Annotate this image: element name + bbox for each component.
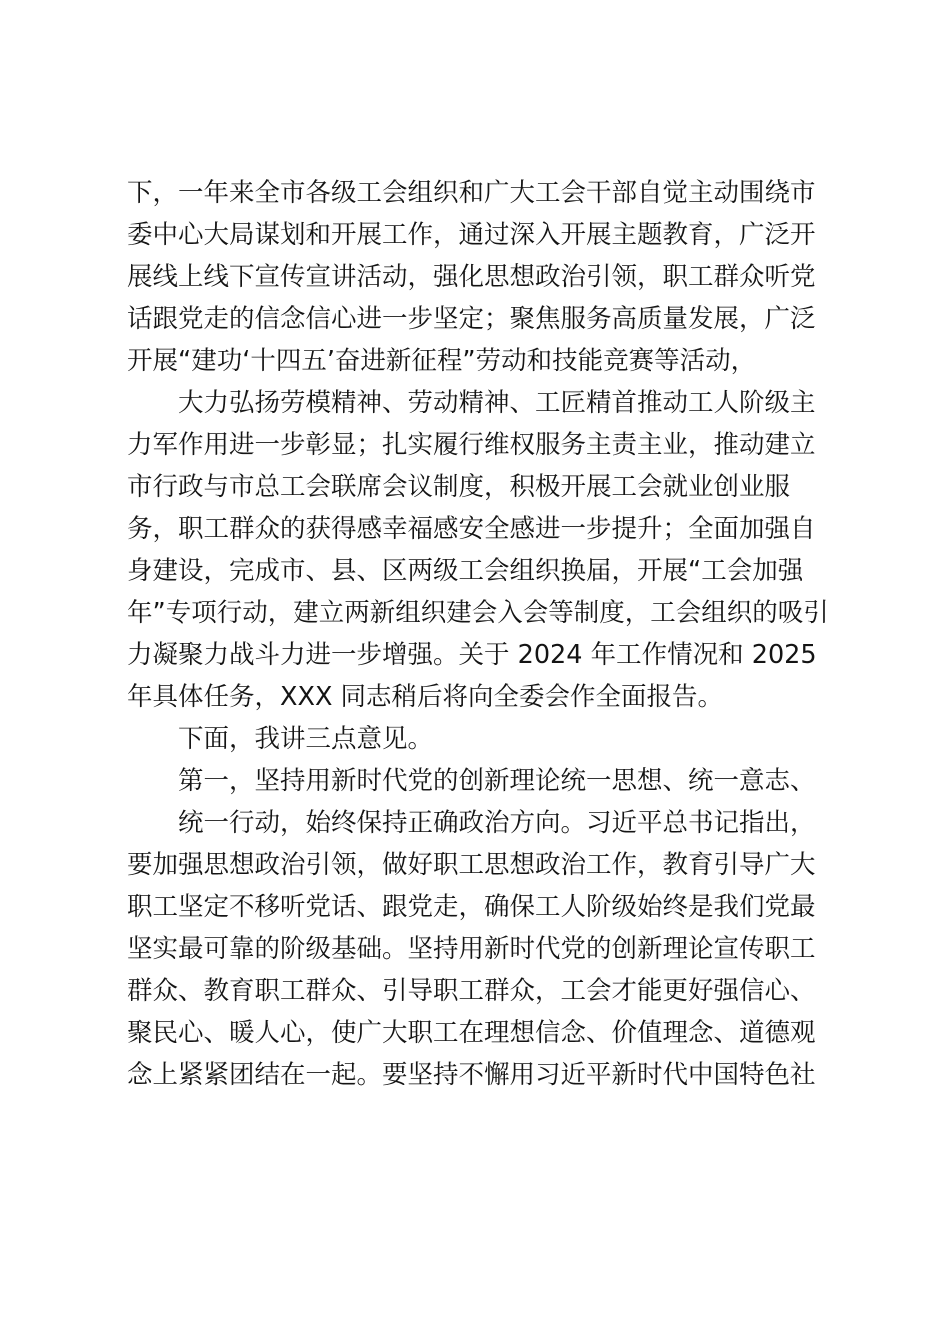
text-line: 身建设，完成市、县、区两级工会组织换届，开展“工会加强 — [127, 556, 804, 586]
text-line: 群众、教育职工群众、引导职工群众，工会才能更好强信心、 — [127, 976, 816, 1006]
text-line: 展线上线下宣传宣讲活动，强化思想政治引领，职工群众听党 — [127, 262, 816, 292]
paragraph-start-line: 下面，我讲三点意见。 — [178, 724, 434, 754]
text-line: 职工坚定不移听党话、跟党走，确保工人阶级始终是我们党最 — [127, 892, 816, 922]
text-line: 年”专项行动，建立两新组织建会入会等制度，工会组织的吸引 — [127, 598, 829, 628]
text-line: 要加强思想政治引领，做好职工思想政治工作，教育引导广大 — [127, 850, 816, 880]
text-line: 话跟党走的信念信心进一步坚定；聚焦服务高质量发展，广泛 — [127, 304, 816, 334]
text-line: 开展“建功‘十四五’奋进新征程”劳动和技能竞赛等活动， — [127, 346, 757, 376]
text-line: 坚实最可靠的阶级基础。坚持用新时代党的创新理论宣传职工 — [127, 934, 816, 964]
text-line: 下，一年来全市各级工会组织和广大工会干部自觉主动围绕市 — [127, 178, 816, 208]
text-line: 力凝聚力战斗力进一步增强。关于 2024 年工作情况和 2025 — [127, 640, 817, 670]
paragraph-start-line: 大力弘扬劳模精神、劳动精神、工匠精首推动工人阶级主 — [178, 388, 816, 418]
text-line: 务，职工群众的获得感幸福感安全感进一步提升；全面加强自 — [127, 514, 816, 544]
text-line: 年具体任务，XXX 同志稍后将向全委会作全面报告。 — [127, 682, 724, 712]
text-line: 市行政与市总工会联席会议制度，积极开展工会就业创业服 — [127, 472, 791, 502]
text-line: 力军作用进一步彰显；扎实履行维权服务主责主业，推动建立 — [127, 430, 816, 460]
document-body — [127, 172, 827, 1096]
text-line: 念上紧紧团结在一起。要坚持不懈用习近平新时代中国特色社 — [127, 1060, 816, 1090]
section-heading-line: 统一行动，始终保持正确政治方向。习近平总书记指出， — [178, 808, 816, 838]
text-line: 聚民心、暖人心，使广大职工在理想信念、价值理念、道德观 — [127, 1018, 816, 1048]
section-heading-line: 第一，坚持用新时代党的创新理论统一思想、统一意志、 — [178, 766, 816, 796]
text-line: 委中心大局谋划和开展工作，通过深入开展主题教育，广泛开 — [127, 220, 816, 250]
